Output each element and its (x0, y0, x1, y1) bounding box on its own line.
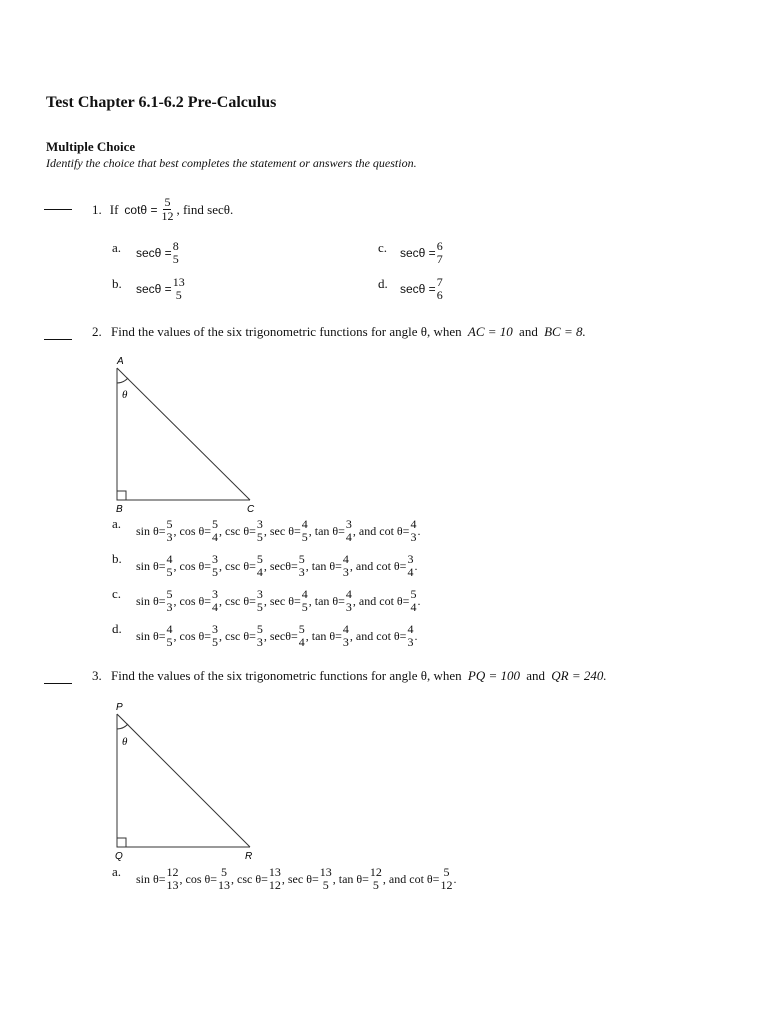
csc-label: , csc θ= (219, 523, 256, 538)
fraction: 8 5 (172, 239, 179, 266)
csc-label: , csc θ= (231, 871, 268, 886)
fraction: 5 4 (256, 552, 263, 579)
cos-label: , cos θ= (173, 593, 212, 608)
vertex-c-label: C (247, 504, 255, 515)
vertex-q-label: Q (115, 851, 123, 862)
tan-label: , tan θ= (305, 558, 342, 573)
sin-label: sin θ= (136, 871, 166, 886)
sec-label: , secθ= (263, 558, 298, 573)
right-angle-marker (117, 838, 126, 847)
condition-bc: BC = 8. (544, 324, 586, 339)
and-word: and (519, 324, 538, 339)
numerator: 5 (164, 195, 171, 209)
fraction: 3 5 (256, 517, 263, 544)
option-a-answer (136, 240, 180, 266)
sin-label: sin θ= (136, 628, 166, 643)
answer-blank-q2[interactable] (44, 327, 72, 345)
option-letter: c. (112, 586, 122, 601)
section-heading: Multiple Choice (46, 139, 136, 154)
period: . (453, 871, 457, 886)
answer-blank-q3[interactable] (44, 671, 72, 689)
question-text: Find the values of the six trigonometric functions for angle θ, when (111, 324, 462, 339)
csc-label: , csc θ= (219, 593, 256, 608)
answer-label: secθ = (400, 246, 436, 260)
fraction: 5 3 (298, 552, 305, 579)
fraction: 5 4 (410, 587, 417, 614)
fraction: 4 5 (166, 622, 173, 649)
question-2 (92, 324, 586, 340)
cos-label: , cos θ= (173, 558, 212, 573)
option-b[interactable] (112, 276, 122, 292)
triangle-pqr-diagram (110, 698, 270, 864)
cot-label: cotθ = (124, 202, 158, 217)
option-c[interactable] (112, 586, 121, 602)
fraction: 4 3 (342, 622, 349, 649)
theta-label: θ (122, 389, 128, 401)
answer-blank-q1[interactable] (44, 197, 72, 215)
sec-label: , secθ= (263, 628, 298, 643)
fraction: 5 12 (440, 865, 453, 892)
vertex-p-label: P (116, 702, 123, 713)
option-b-answer (136, 276, 186, 302)
fraction: 5 3 (166, 587, 173, 614)
cot-label: , and cot θ= (382, 871, 440, 886)
option-d[interactable] (378, 276, 388, 292)
side-pr (117, 714, 250, 847)
fraction: 5 3 (166, 517, 173, 544)
option-letter: b. (112, 551, 122, 566)
question-3 (92, 668, 607, 684)
denominator: 12 (161, 209, 174, 223)
option-letter: d. (112, 621, 122, 636)
tan-label: , tan θ= (308, 523, 345, 538)
period: . (414, 628, 418, 643)
triangle-abc-diagram (110, 352, 270, 518)
fraction: 4 3 (345, 587, 352, 614)
fraction: 4 5 (301, 587, 308, 614)
option-letter: a. (112, 516, 122, 531)
fraction: 5 4 (298, 622, 305, 649)
period: . (414, 558, 418, 573)
period: . (417, 523, 421, 538)
question-text: Find the values of the six trigonometric functions for angle θ, when (111, 668, 462, 683)
angle-arc (117, 378, 128, 383)
theta-label: θ (122, 736, 128, 748)
fraction: 3 4 (212, 587, 219, 614)
q2-option-c-answer (136, 588, 420, 614)
q2-option-b-answer (136, 553, 417, 579)
question-suffix: , find secθ. (176, 201, 234, 217)
page-title: Test Chapter 6.1-6.2 Pre-Calculus (46, 94, 277, 111)
fraction: 13 5 (172, 275, 185, 302)
option-c-answer (400, 240, 444, 266)
condition-qr: QR = 240. (551, 668, 607, 683)
condition-ac: AC = 10 (467, 324, 513, 339)
fraction: 3 5 (256, 587, 263, 614)
answer-label: secθ = (400, 282, 436, 296)
option-letter: c. (378, 240, 388, 255)
instructions: Identify the choice that best completes the statement or answers the question. (46, 156, 417, 170)
sin-label: sin θ= (136, 523, 166, 538)
option-a[interactable] (112, 516, 121, 532)
fraction: 5 13 (218, 865, 231, 892)
q2-option-a-answer (136, 518, 420, 544)
angle-arc (117, 724, 128, 729)
cos-label: , cos θ= (179, 871, 218, 886)
fraction (161, 196, 173, 223)
cot-label: , and cot θ= (349, 628, 407, 643)
fraction: 4 3 (342, 552, 349, 579)
fraction: 3 4 (407, 552, 414, 579)
sec-label: , sec θ= (263, 593, 301, 608)
fraction: 3 5 (212, 552, 219, 579)
fraction: 5 4 (212, 517, 219, 544)
period: . (417, 593, 421, 608)
fraction: 4 3 (410, 517, 417, 544)
csc-label: , csc θ= (219, 558, 256, 573)
q2-option-d-answer (136, 623, 417, 649)
cot-label: , and cot θ= (352, 523, 410, 538)
cos-label: , cos θ= (173, 628, 212, 643)
fraction: 3 4 (345, 517, 352, 544)
cos-label: , cos θ= (173, 523, 212, 538)
tan-label: , tan θ= (308, 593, 345, 608)
csc-label: , csc θ= (219, 628, 256, 643)
side-ac (117, 368, 250, 500)
fraction: 12 13 (166, 865, 179, 892)
option-letter: d. (378, 276, 388, 291)
fraction: 13 5 (319, 865, 332, 892)
cot-label: , and cot θ= (349, 558, 407, 573)
answer-label: secθ = (136, 246, 172, 260)
option-letter: a. (112, 864, 122, 879)
condition-pq: PQ = 100 (467, 668, 521, 683)
fraction: 7 6 (436, 275, 443, 302)
option-d[interactable] (112, 621, 122, 637)
sin-label: sin θ= (136, 593, 166, 608)
fraction: 4 5 (301, 517, 308, 544)
option-a[interactable] (112, 240, 121, 256)
option-a[interactable] (112, 864, 121, 880)
option-b[interactable] (112, 551, 122, 567)
fraction: 12 5 (369, 865, 382, 892)
sec-label: , sec θ= (281, 871, 319, 886)
question-number: 2. (92, 324, 102, 339)
vertex-b-label: B (116, 504, 123, 515)
cot-label: , and cot θ= (352, 593, 410, 608)
sin-label: sin θ= (136, 558, 166, 573)
right-angle-marker (117, 491, 126, 500)
answer-label: secθ = (136, 282, 172, 296)
option-c[interactable] (378, 240, 387, 256)
vertex-r-label: R (245, 851, 253, 862)
vertex-a-label: A (117, 356, 124, 367)
option-letter: a. (112, 240, 122, 255)
fraction: 13 12 (268, 865, 281, 892)
tan-label: , tan θ= (305, 628, 342, 643)
option-letter: b. (112, 276, 122, 291)
fraction: 5 3 (256, 622, 263, 649)
tan-label: , tan θ= (332, 871, 369, 886)
question-number: 1. (92, 201, 102, 217)
question-1 (92, 196, 233, 223)
question-number: 3. (92, 668, 102, 683)
option-d-answer (400, 276, 444, 302)
q3-option-a-answer (136, 866, 456, 892)
question-text: If (109, 201, 119, 217)
fraction: 4 3 (407, 622, 414, 649)
fraction: 6 7 (436, 239, 443, 266)
sec-label: , sec θ= (263, 523, 301, 538)
fraction: 4 5 (166, 552, 173, 579)
fraction: 3 5 (212, 622, 219, 649)
and-word: and (526, 668, 546, 683)
